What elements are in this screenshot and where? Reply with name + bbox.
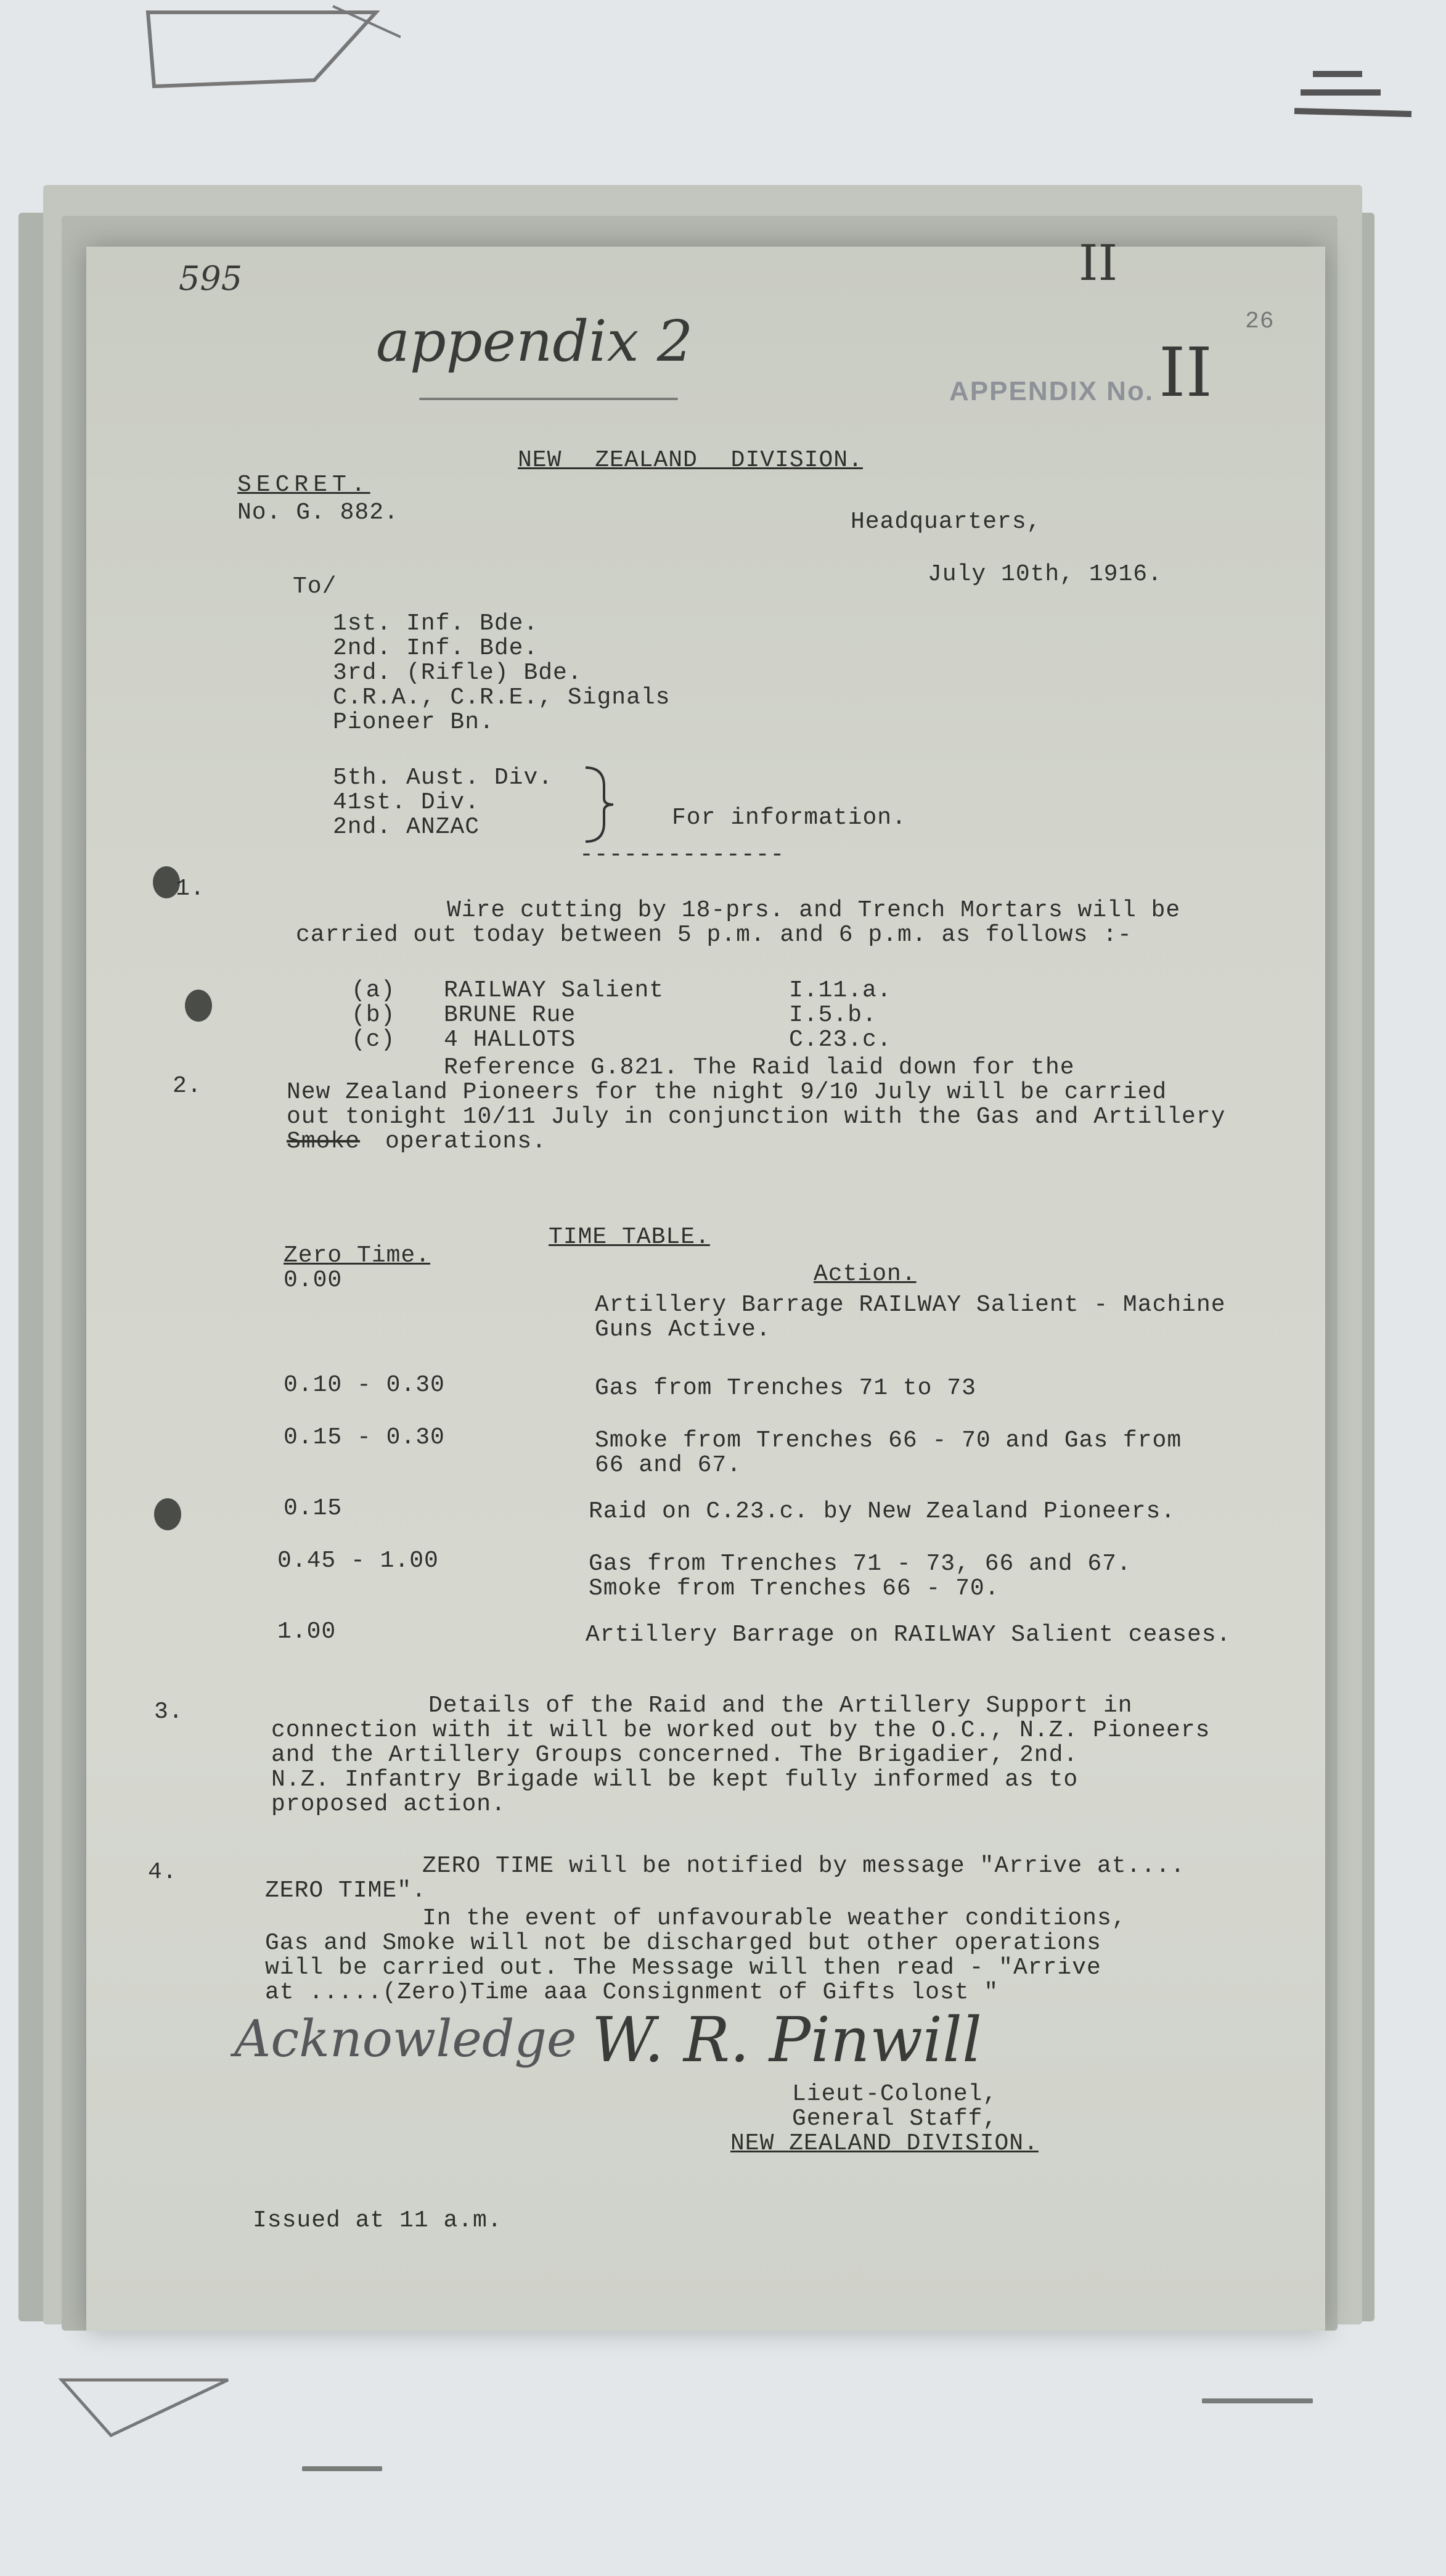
- para3-line: Details of the Raid and the Artillery Support in: [428, 1692, 1133, 1719]
- timetable-time: 0.00: [284, 1267, 343, 1294]
- punch-hole: [154, 1498, 181, 1530]
- target-ref: I.5.b.: [789, 1002, 877, 1028]
- timetable-time: 0.15: [284, 1495, 343, 1522]
- timetable-action: Gas from Trenches 71 to 73: [595, 1375, 976, 1401]
- folio-number: 595: [179, 259, 243, 298]
- to-label: To/: [293, 573, 337, 600]
- target-name: 4 HALLOTS: [444, 1027, 576, 1053]
- timetable-action: Raid on C.23.c. by New Zealand Pioneers.: [589, 1498, 1176, 1525]
- punch-hole: [185, 990, 212, 1022]
- struck-word: Smoke: [287, 1128, 361, 1155]
- paragraph-number: 4.: [148, 1859, 178, 1885]
- column-header-action: Action.: [814, 1261, 917, 1287]
- para4-line: ZERO TIME will be notified by message "Arrive at....: [422, 1853, 1185, 1879]
- timetable-action: Smoke from Trenches 66 - 70.: [589, 1575, 1000, 1602]
- paragraph-number: 2.: [173, 1073, 202, 1099]
- para2-line: out tonight 10/11 July in conjunction with the Gas and Artillery: [287, 1104, 1226, 1130]
- acknowledge-note: Acknowledge: [234, 2010, 577, 2069]
- para2-line: operations.: [385, 1128, 547, 1155]
- addressee: 3rd. (Rifle) Bde.: [333, 660, 582, 686]
- underline-mark: [419, 398, 678, 400]
- paragraph-number: 3.: [154, 1699, 184, 1725]
- date: July 10th, 1916.: [928, 561, 1162, 588]
- para2-line: New Zealand Pioneers for the night 9/10 July will be carried: [287, 1079, 1167, 1105]
- pencil-dash: [302, 2466, 382, 2471]
- pencil-scribble-top: [129, 0, 401, 92]
- target-name: BRUNE Rue: [444, 1002, 576, 1028]
- signature: W. R. Pinwill: [592, 2004, 982, 2076]
- addressee: 1st. Inf. Bde.: [333, 610, 539, 637]
- target-letter: (a): [351, 977, 396, 1004]
- addressee: C.R.A., C.R.E., Signals: [333, 684, 671, 711]
- para4-line: at .....(Zero)Time aaa Consignment of Gifts lost ": [265, 1979, 999, 2006]
- para4-line: will be carried out. The Message will then read - "Arrive: [265, 1955, 1101, 1981]
- top-right-numeral: II: [1079, 234, 1118, 292]
- appendix-handwritten: appendix 2: [376, 308, 693, 374]
- signatory-staff: General Staff,: [792, 2106, 998, 2132]
- timetable-action: 66 and 67.: [595, 1452, 742, 1479]
- timetable-action: Guns Active.: [595, 1316, 771, 1343]
- timetable-time: 0.45 - 1.00: [277, 1548, 439, 1574]
- target-letter: (c): [351, 1027, 396, 1053]
- issued-time: Issued at 11 a.m.: [253, 2207, 502, 2234]
- pencil-scribble-bottom: [55, 2368, 240, 2442]
- headquarters-label: Headquarters,: [851, 509, 1042, 535]
- para2-line: Reference G.821. The Raid laid down for the: [444, 1054, 1075, 1081]
- para3-line: N.Z. Infantry Brigade will be kept fully informed as to: [271, 1766, 1079, 1793]
- appendix-stamp-numeral: II: [1159, 333, 1212, 412]
- document-page: [86, 234, 1325, 2331]
- paragraph-number: 1.: [176, 876, 205, 902]
- timetable-action: Gas from Trenches 71 - 73, 66 and 67.: [589, 1551, 1132, 1577]
- addressee: Pioneer Bn.: [333, 709, 494, 736]
- addressee: 2nd. Inf. Bde.: [333, 635, 539, 662]
- info-note: For information.: [672, 805, 907, 831]
- para3-line: proposed action.: [271, 1791, 506, 1818]
- target-name: RAILWAY Salient: [444, 977, 664, 1004]
- target-letter: (b): [351, 1002, 396, 1028]
- brace: [579, 765, 616, 845]
- para3-line: connection with it will be worked out by the O.C., N.Z. Pioneers: [271, 1717, 1211, 1744]
- timetable-action: Artillery Barrage on RAILWAY Salient ceases.: [586, 1622, 1232, 1648]
- timetable-time: 1.00: [277, 1618, 337, 1645]
- reference-number: No. G. 882.: [237, 499, 399, 526]
- info-addressee: 41st. Div.: [333, 789, 480, 816]
- divider: --------------: [579, 842, 785, 868]
- timetable-title: TIME TABLE.: [549, 1224, 710, 1250]
- timetable-time: 0.10 - 0.30: [284, 1372, 445, 1398]
- para3-line: and the Artillery Groups concerned. The Brigadier, 2nd.: [271, 1742, 1079, 1768]
- column-header-time: Zero Time.: [284, 1242, 431, 1269]
- signatory-unit: NEW ZEALAND DIVISION.: [730, 2130, 1039, 2157]
- para4-line: Gas and Smoke will not be discharged but other operations: [265, 1930, 1101, 1956]
- para4-line: In the event of unfavourable weather conditions,: [422, 1905, 1127, 1932]
- para1-line: Wire cutting by 18-prs. and Trench Mortars will be: [447, 897, 1181, 924]
- info-addressee: 2nd. ANZAC: [333, 814, 480, 840]
- info-addressee: 5th. Aust. Div.: [333, 765, 553, 791]
- timetable-time: 0.15 - 0.30: [284, 1424, 445, 1451]
- page-number: 26: [1245, 308, 1275, 335]
- para4-line: ZERO TIME".: [265, 1877, 427, 1904]
- pencil-dash: [1202, 2398, 1313, 2403]
- para1-line: carried out today between 5 p.m. and 6 p.m. as follows :-: [296, 922, 1132, 948]
- pencil-scribble-right: [1288, 62, 1424, 129]
- timetable-action: Smoke from Trenches 66 - 70 and Gas from: [595, 1427, 1182, 1454]
- target-ref: I.11.a.: [789, 977, 892, 1004]
- secret-label: SECRET.: [237, 472, 370, 498]
- appendix-stamp: APPENDIX No.: [949, 376, 1154, 406]
- target-ref: C.23.c.: [789, 1027, 892, 1053]
- signatory-rank: Lieut-Colonel,: [792, 2081, 998, 2107]
- division-heading: NEW ZEALAND DIVISION.: [518, 447, 863, 474]
- timetable-action: Artillery Barrage RAILWAY Salient - Machine: [595, 1292, 1226, 1318]
